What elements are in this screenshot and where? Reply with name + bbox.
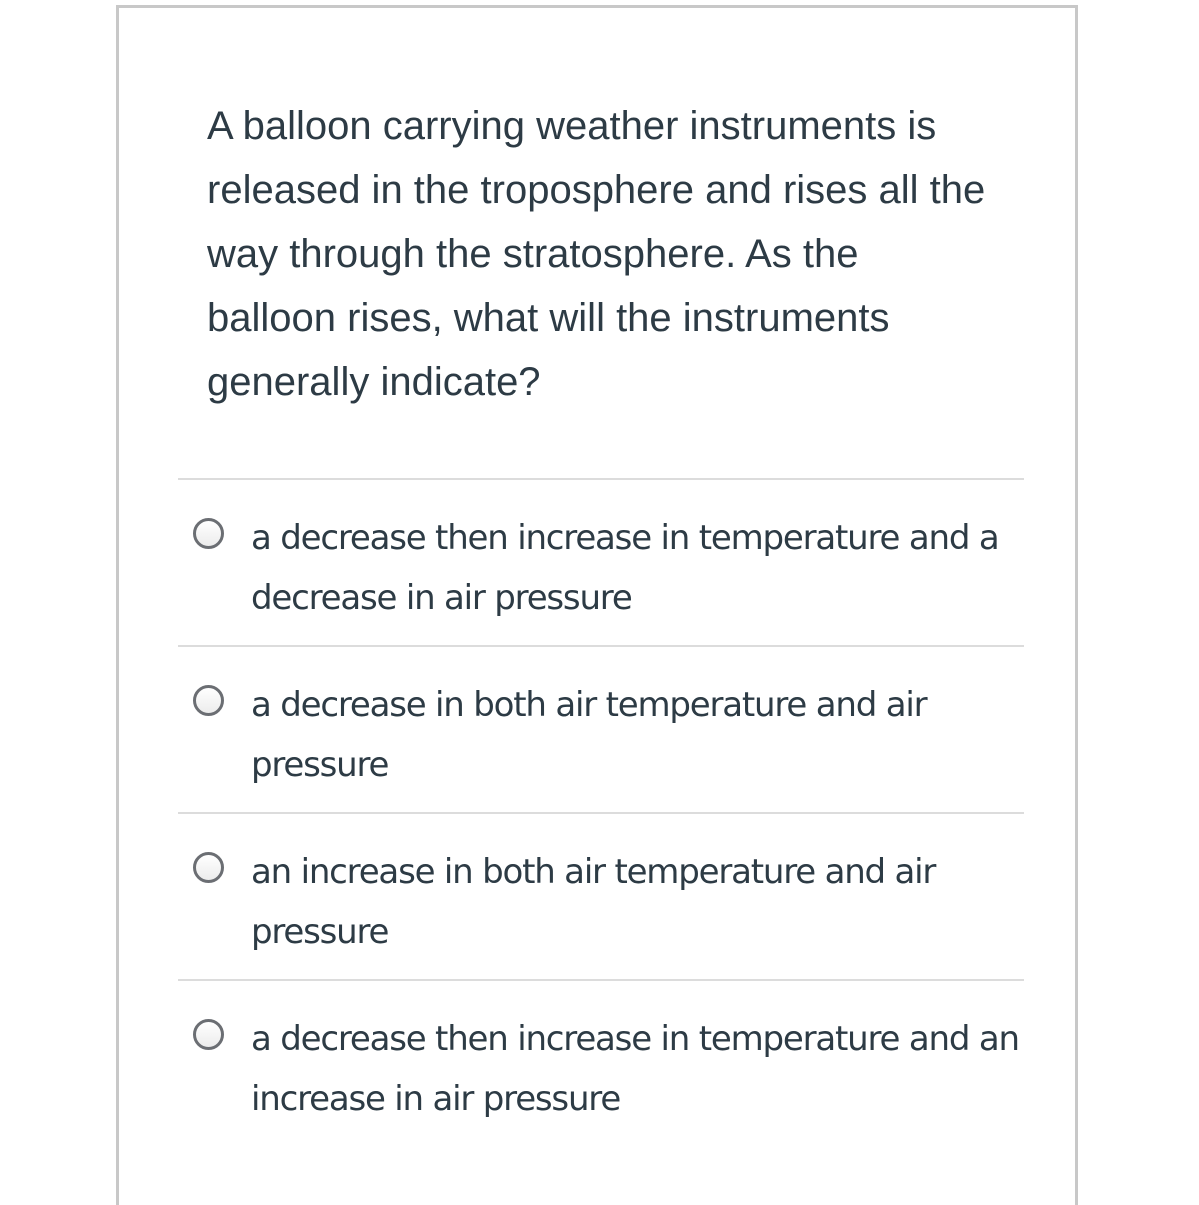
question-text: A balloon carrying weather instruments is released in the troposphere and rises all the way through the stratosphere. As the balloon rises, what will the instruments generally indicate? <box>207 104 986 404</box>
radio-button[interactable] <box>193 852 224 883</box>
answer-option-2[interactable] <box>178 645 1024 812</box>
answer-label[interactable]: a decrease then increase in temperature and an increase in air pressure <box>251 1019 1019 1119</box>
answer-label[interactable]: a decrease in both air temperature and air pressure <box>251 685 927 785</box>
radio-button[interactable] <box>193 1019 224 1050</box>
answer-label[interactable]: a decrease then increase in temperature and a decrease in air pressure <box>251 518 999 618</box>
answer-label[interactable]: an increase in both air temperature and air pressure <box>251 852 936 952</box>
answer-option-1[interactable] <box>178 478 1024 645</box>
quiz-card <box>116 5 1078 1205</box>
answer-option-3[interactable] <box>178 812 1024 979</box>
radio-button[interactable] <box>193 685 224 716</box>
answer-list <box>178 478 1024 1146</box>
answer-option-4[interactable] <box>178 979 1024 1146</box>
radio-button[interactable] <box>193 518 224 549</box>
